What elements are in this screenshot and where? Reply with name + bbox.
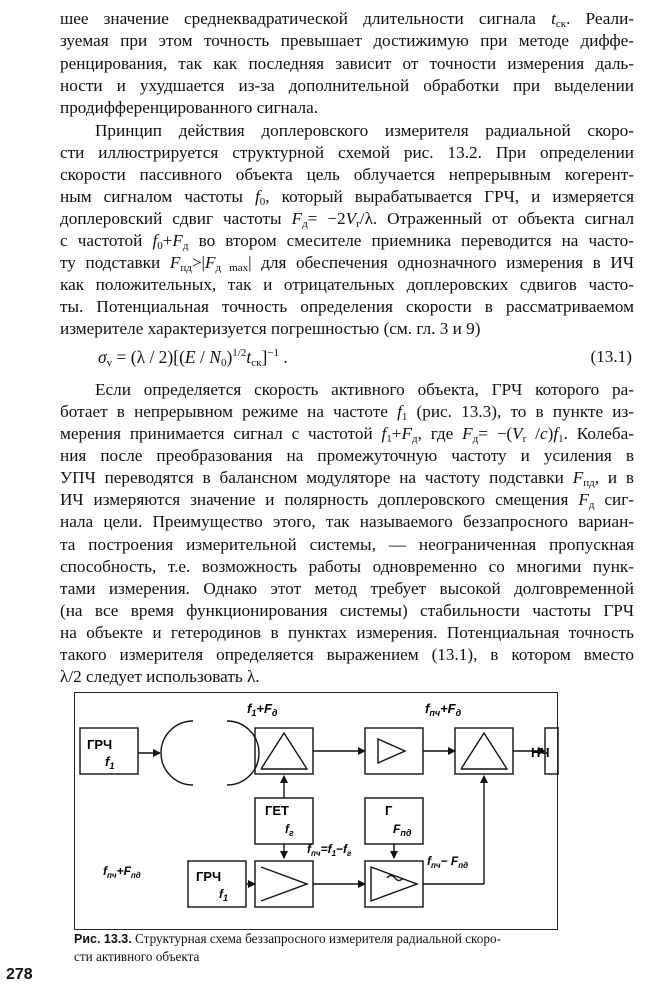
text-line: шее значение среднеквадратической длительности сигнала $t_{ск}$. Реали- [60, 9, 634, 30]
grch-reference-block [188, 861, 246, 907]
transmit-antenna [161, 721, 193, 785]
fpd-label: $F_{пд}$ [393, 822, 412, 838]
text-line: Если определяется скорость активного объекта, ГРЧ которого ра- [95, 380, 634, 399]
g-label: Г [385, 803, 393, 818]
text-line: та построения измерительной системы, — неограниченная пропускная [60, 535, 634, 554]
text-line: ты. Потенциальная точность определения скорости в рассматриваемом [60, 297, 634, 316]
g-subcarrier-generator-block [365, 798, 423, 844]
fpch-equation-label: $f_{пч}=f_1-f_г$ [307, 842, 352, 858]
nch-label: НЧ [531, 745, 550, 760]
text-line: λ/2 следует использовать λ. [60, 667, 260, 686]
text-line: как положительных, так и отрицательных доплеровских сдвигов часто- [60, 275, 634, 294]
text-line: Принцип действия доплеровского измерителя радиальной скоро- [95, 121, 634, 140]
text-line: измерителе характеризуется погрешностью (см. гл. 3 и 9) [60, 319, 481, 338]
fpch-minus-fpd-label: $f_{пч}- F_{пд}$ [427, 854, 469, 870]
text-line: ности и ухудшается из-за дополнительной обработки при выделении [60, 76, 634, 95]
text-line: на объекте и гетеродинов в пунктах измерения. Потенциальная точность [60, 623, 634, 642]
text-line: продифференцированного сигнала. [60, 98, 319, 117]
page-number: 278 [6, 966, 33, 983]
text-line: ния после преобразования на промежуточную частоту и усиления в [60, 446, 634, 465]
f1-bottom-label: $f_1$ [219, 887, 229, 903]
fpch-plus-fpd-label: $f_{пч}+F_{пд}$ [103, 864, 141, 880]
text-line: сти иллюстрируется структурной схемой рис. 13.2. При определении [60, 143, 634, 162]
balanced-modulator-block [455, 728, 513, 774]
text-line: зуемая при этом точность превышает достижимую при методе диффе- [60, 31, 634, 50]
text-line: скорости пассивного объекта цель облучается непрерывным когерент- [60, 165, 634, 184]
text-line: доплеровский сдвиг частоты $F_д= -2V_r/\lambda$. Отраженный от объекта сигнал [60, 209, 635, 230]
grch-label: ГРЧ [87, 737, 113, 752]
text-line: ным сигналом частоты $f_0$, который вырабатывается ГРЧ, и измеряется [60, 187, 634, 208]
mixer-1-block [255, 728, 313, 774]
text-line: (на все время функционирования системы) стабильности частоты ГРЧ [60, 601, 634, 620]
text-line: ИЧ измеряются значение и полярность доплеровского смещения $F_д$ сиг- [60, 490, 635, 511]
figure-caption: Рис. 13.3. Структурная схема беззапросного измерителя радиальной скоро- сти активного объекта [74, 931, 501, 964]
receive-antenna [227, 721, 259, 785]
text-line: способность, т.е. возможность работы одновременно со многими пунк- [60, 557, 634, 576]
text-line: УПЧ переводятся в балансном модуляторе на частоту подставки $F_{пд}$, и в [60, 468, 634, 489]
text-line: мерения принимается сигнал с частотой $f_1+F_д$, где $F_д= -(V_r$ $/c)f_1$. Колеба- [60, 424, 634, 445]
text-line: ту подставки $F_{пд}>|F_{д max}|$ для обеспечения однозначного измерения в ИЧ [60, 253, 635, 274]
text-line: ренцирования, так как последняя зависит от точности измерения даль- [60, 54, 634, 73]
block-diagram-svg [75, 693, 559, 931]
f1-label: $f_1$ [105, 754, 115, 771]
text-line: такого измерителя определяется выражением (13.1), в котором вместо [60, 645, 634, 664]
if-amplifier-block [365, 728, 423, 774]
equation-number: (13.1) [590, 347, 632, 366]
grch-bottom-label: ГРЧ [196, 869, 222, 884]
f1-plus-fd-label: $f_1+F_д$ [247, 701, 278, 718]
text-line: с частотой $f_0+F_д$ во втором смесителе приемника переводится на часто- [60, 231, 634, 252]
fpch-plus-fd-label: $f_{пч}+F_д$ [425, 701, 462, 718]
equation: $\sigma_v = (\lambda / 2)[(E / N_0)^{1/2}t_{ск}]^{-1}$ . [98, 347, 288, 369]
fg-label: $f_г$ [285, 822, 294, 838]
get-label: ГЕТ [265, 803, 289, 818]
text-line: ботает в непрерывном режиме на частоте $f_1$ (рис. 13.3), то в пункте из- [60, 402, 635, 423]
text-line: тами измерения. Однако этот метод требует высокой долговременной [60, 579, 634, 598]
block-diagram [74, 692, 558, 930]
text-line: нала цели. Преимущество этого, так называемого беззапросного вариан- [60, 512, 634, 531]
